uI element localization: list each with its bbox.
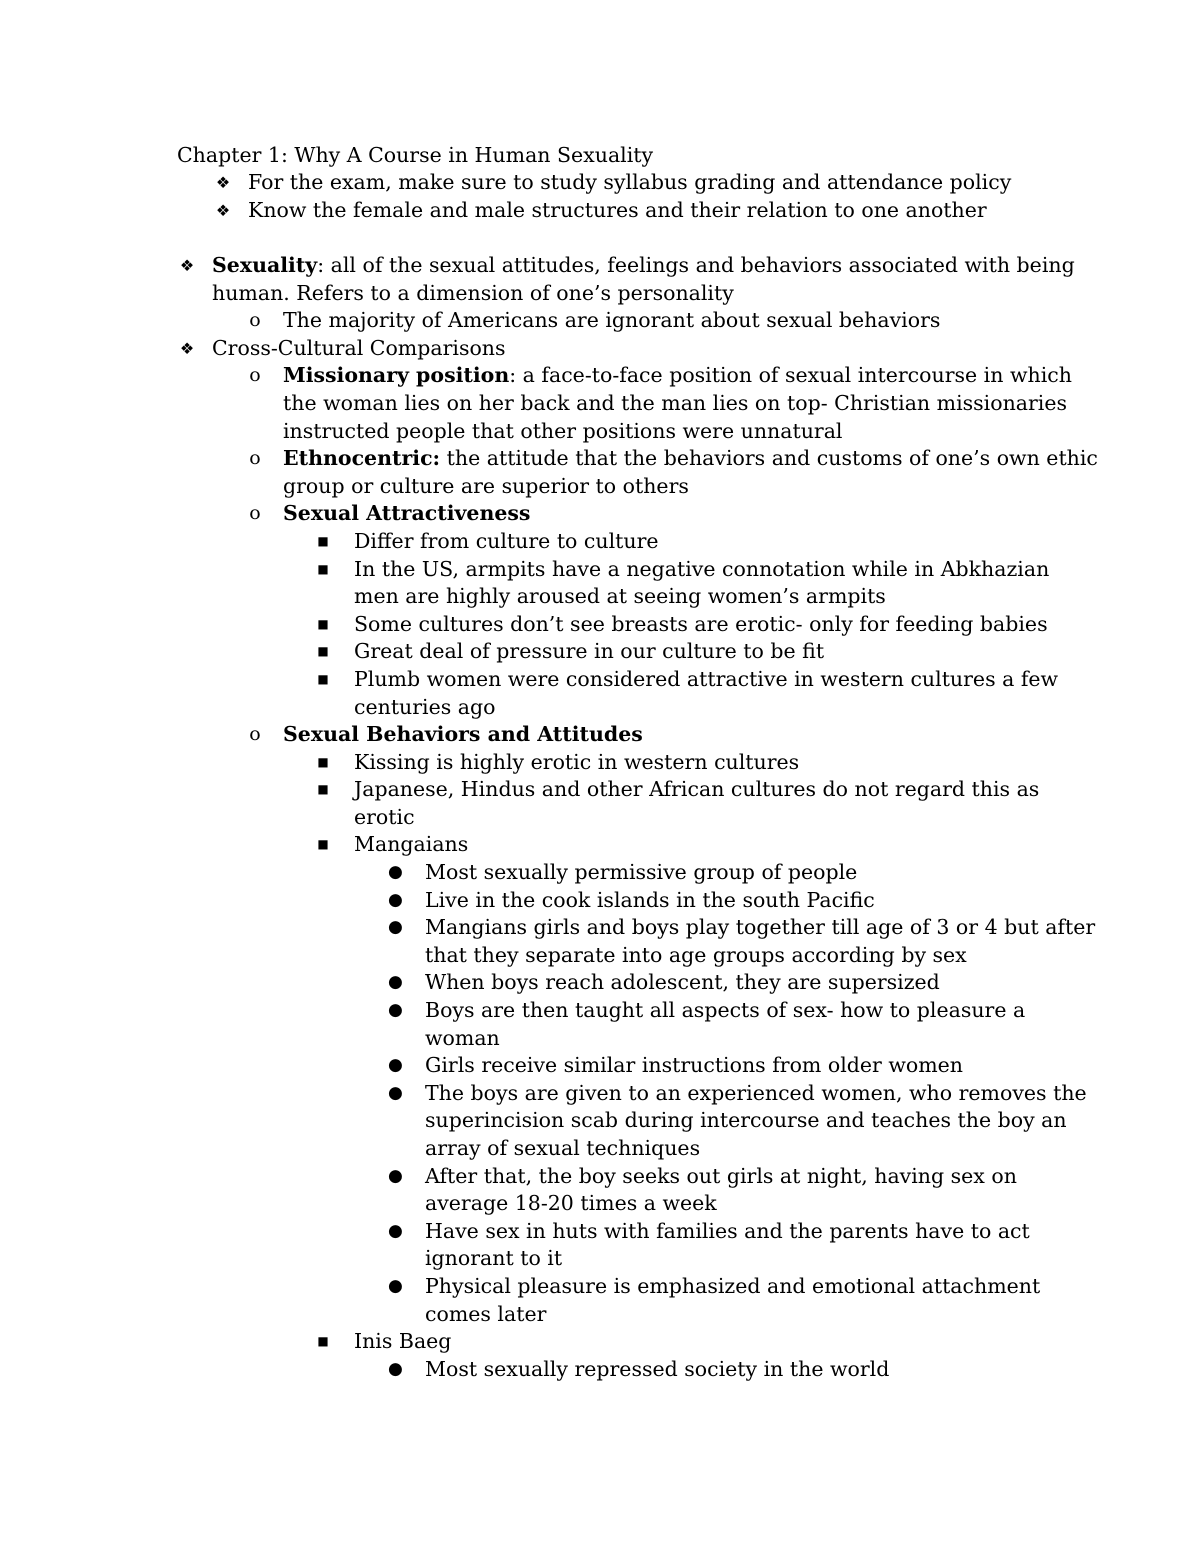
list-item: ■ Kissing is highly erotic in western cultures — [0, 749, 1100, 777]
diamond-bullet-icon: ❖ — [215, 173, 231, 192]
list-item: ■ In the US, armpits have a negative connotation while in Abkhazian men are highly aroused at seeing women’s armpits — [317, 556, 1050, 609]
dot-bullet-icon: ● — [388, 1220, 403, 1241]
list-item: o Ethnocentric: the attitude that the behaviors and customs of one’s own ethic group or culture are superior to others — [0, 445, 1100, 500]
diamond-bullet-icon: ❖ — [215, 200, 231, 220]
mangaians-item: ■ Mangaians ● Most sexually permissive group of people ● Live in the cook islands in the south Pacific ● Mangians girls and boys play together till age of 3 or 4 but after that they separate into age groups according by sex ● When boys reach adolescent, they are supersized ● Boys are then taught all aspects of sex- how to pleasure a woman ● Girls receive similar instructions from older women ● The boys are given to an experienced women, who removes the superincision scab during intercourse and teaches the boy an array of sexual techniques ● After that, the boy seeks out girls at night, having sex on average 18-20 times a week ● Have sex in huts with families and the parents have to act ignorant to it ● Physical pleasure is emphasized and emotional attachment comes later — [0, 831, 1100, 1328]
dot-bullet-icon: ● — [388, 1358, 403, 1379]
list-item: ● Boys are then taught all aspects of sex- how to pleasure a woman — [388, 998, 1026, 1050]
list-item: ■ Some cultures don’t see breasts are erotic- only for feeding babies — [0, 611, 1100, 639]
diamond-bullet-icon: ❖ — [179, 338, 195, 358]
square-bullet-icon: ■ — [317, 616, 329, 631]
dot-bullet-icon: ● — [388, 889, 403, 910]
inis-baeg-item: ■ Inis Baeg ● Most sexually repressed society in the world — [0, 1328, 1100, 1383]
square-bullet-icon: ■ — [317, 782, 329, 797]
dot-bullet-icon: ● — [388, 862, 403, 883]
list-item: ● Most sexually permissive group of people — [0, 859, 1100, 887]
circle-bullet-icon: o — [249, 364, 261, 387]
circle-bullet-icon: o — [249, 309, 261, 332]
circle-bullet-icon: o — [249, 502, 261, 525]
outline-list — [0, 252, 1100, 1383]
list-item: ● Girls receive similar instructions from older women — [0, 1052, 1100, 1080]
list-item: o Missionary position: a face-to-face position of sexual intercourse in which the woman lies on her back and the man lies on top- Christian missionaries instructed people that other positions were unnatural — [0, 362, 1100, 445]
square-bullet-icon: ■ — [317, 561, 329, 576]
list-item: ● The boys are given to an experienced women, who removes the superincision scab during intercourse and teaches the boy an array of sexual techniques — [388, 1080, 1087, 1160]
page-title: Chapter 1: Why A Course in Human Sexuality — [177, 143, 654, 167]
dot-bullet-icon: ● — [388, 1165, 403, 1186]
dot-bullet-icon: ● — [388, 917, 403, 938]
square-bullet-icon: ■ — [317, 533, 329, 548]
term: Sexuality — [212, 253, 318, 277]
square-bullet-icon: ■ — [317, 671, 329, 686]
cross-cultural-item: ❖ Cross-Cultural Comparisons o Missionary position: a face-to-face position of sexual intercourse in which the woman lies on her back and the man lies on top- Christian missionaries instructed people that other positions were unnatural o Ethnocentric: the attitude that the behaviors and customs of one’s own ethic group or culture are superior to others o Sexual Attractiveness ■ Differ from culture to culture ■ In the US, armpits have a negative connotation while in Abkhazian men are highly aroused at seeing women’s armpits ■ Some cultures don’t see breasts are erotic- only for feeding babies ■ Great deal of pressure in our culture to be fit ■ Plumb women were considered attractive in western cultures a few centuries ago o Sexual Behaviors and Attitudes ■ Kissing is highly erotic in western cultures ■ Japanese, Hindus and other African cultures do not regard this as erotic ■ Mangaians ● Most sexually permissive group of people ● Live in the cook islands in the south Pacific ● Mangians girls and boys play together till age of 3 or 4 but after that they separate into age groups according by sex ● When boys reach adolescent, they are supersized ● Boys are then taught all aspects of sex- how to pleasure a woman ● Girls receive similar instructions from older women ● The boys are given to an experienced women, who removes the superincision scab during intercourse and teaches the boy an array of sexual techniques ● After that, the boy seeks out girls at night, having sex on average 18-20 times a week ● Have sex in huts with families and the parents have to act ignorant to it ● Physical pleasure is emphasized and emotional attachment comes later ■ Inis Baeg ● Most sexually repressed society in the world — [0, 335, 1100, 1384]
term: Ethnocentric: — [283, 446, 441, 471]
list-item: ● Physical pleasure is emphasized and emotional attachment comes later — [388, 1273, 1041, 1326]
dot-bullet-icon: ● — [388, 1055, 403, 1076]
list-item: ■ Differ from culture to culture — [0, 528, 1100, 556]
list-item: ● Most sexually repressed society in the world — [0, 1356, 1100, 1384]
diamond-bullet-icon: ❖ — [179, 256, 195, 275]
list-item: ● After that, the boy seeks out girls at night, having sex on average 18-20 times a week — [388, 1163, 1017, 1216]
sexuality-item: ❖ Sexuality: all of the sexual attitudes, feelings and behaviors associated with being human. Refers to a dimension of one’s personality o The majority of Americans are ignorant about sexual behaviors — [0, 252, 1100, 335]
list-item: ● Have sex in huts with families and the parents have to act ignorant to it — [388, 1218, 1030, 1271]
subheading: Sexual Behaviors and Attitudes — [283, 722, 643, 747]
behaviors-item — [0, 721, 1100, 1383]
intro-list — [0, 169, 1100, 224]
list-item: ● Mangians girls and boys play together till age of 3 or 4 but after that they separate into age groups according by sex — [388, 915, 1096, 967]
square-bullet-icon: ■ — [317, 1334, 329, 1349]
list-item: ■ Great deal of pressure in our culture to be fit — [0, 638, 1100, 666]
list-item: ■ Japanese, Hindus and other African cultures do not regard this as erotic — [317, 777, 1040, 829]
term: Missionary position — [283, 363, 510, 388]
subheading: Sexual Attractiveness — [283, 501, 531, 526]
circle-bullet-icon: o — [249, 723, 261, 746]
list-item: ● When boys reach adolescent, they are supersized — [0, 969, 1100, 997]
square-bullet-icon: ■ — [317, 837, 329, 852]
square-bullet-icon: ■ — [317, 754, 329, 769]
list-item: o The majority of Americans are ignorant about sexual behaviors — [0, 307, 1100, 335]
list-item: ● Live in the cook islands in the south Pacific — [0, 887, 1100, 915]
list-item: ■ Plumb women were considered attractive in western cultures a few centuries ago — [317, 666, 1059, 719]
square-bullet-icon: ■ — [317, 644, 329, 659]
dot-bullet-icon: ● — [388, 1082, 403, 1103]
circle-bullet-icon: o — [249, 447, 261, 470]
list-item: ❖ Know the female and male structures and their relation to one another — [0, 197, 1100, 225]
dot-bullet-icon: ● — [388, 1275, 403, 1296]
dot-bullet-icon: ● — [388, 972, 403, 993]
dot-bullet-icon: ● — [388, 1000, 403, 1021]
list-item: ❖ For the exam, make sure to study syllabus grading and attendance policy — [0, 169, 1100, 197]
attractiveness-item — [0, 500, 1100, 721]
